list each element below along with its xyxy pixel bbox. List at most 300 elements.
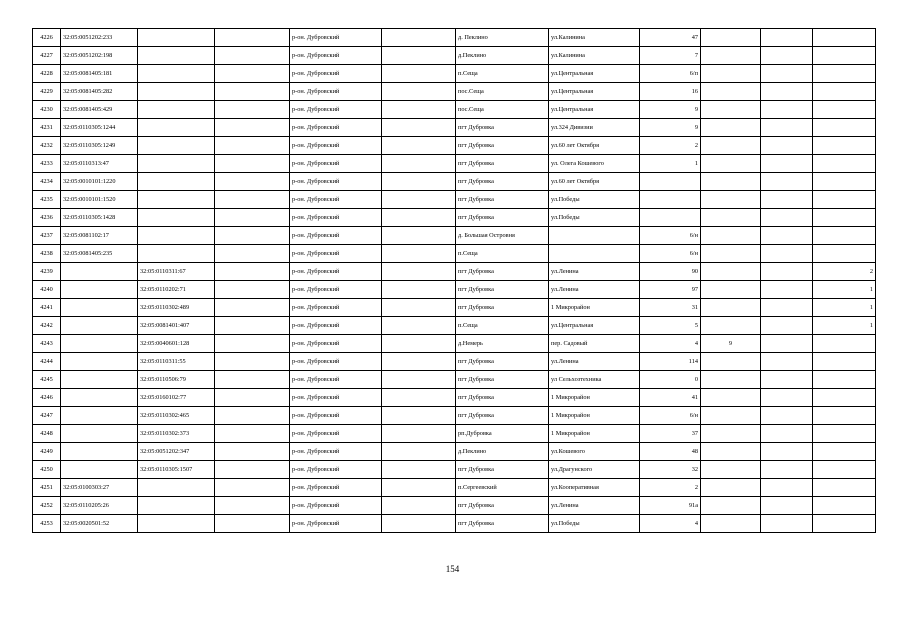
cadastral-number-alt-cell	[138, 29, 215, 47]
table-row	[33, 101, 876, 119]
house-number-cell: 0	[640, 371, 701, 389]
blank-cell	[382, 281, 456, 299]
count-cell	[813, 371, 876, 389]
note-cell	[761, 101, 813, 119]
blank-cell	[382, 425, 456, 443]
district-cell: р-он. Дубровский	[290, 227, 382, 245]
count-cell: 1	[813, 281, 876, 299]
apartment-cell	[701, 443, 761, 461]
cadastral-number-alt-cell	[138, 83, 215, 101]
house-number-cell: 4	[640, 335, 701, 353]
count-cell	[813, 47, 876, 65]
apartment-cell	[701, 515, 761, 533]
cadastral-number-alt-cell	[138, 119, 215, 137]
cadastral-number-cell: 32:05:0081405:235	[61, 245, 138, 263]
district-cell: р-он. Дубровский	[290, 299, 382, 317]
street-cell: ул.Победы	[549, 209, 640, 227]
extra-cell	[215, 191, 290, 209]
extra-cell	[215, 299, 290, 317]
extra-cell	[215, 65, 290, 83]
count-cell: 1	[813, 299, 876, 317]
cadastral-number-cell	[61, 353, 138, 371]
house-number-cell: 5	[640, 317, 701, 335]
row-number-cell: 4235	[33, 191, 61, 209]
extra-cell	[215, 173, 290, 191]
settlement-cell: пгт Дубровка	[456, 191, 549, 209]
page-number: 154	[445, 564, 460, 574]
extra-cell	[215, 407, 290, 425]
apartment-cell	[701, 407, 761, 425]
settlement-cell: д.Немерь	[456, 335, 549, 353]
register-rows	[33, 29, 876, 533]
settlement-cell: пгт Дубровка	[456, 119, 549, 137]
extra-cell	[215, 263, 290, 281]
district-cell: р-он. Дубровский	[290, 281, 382, 299]
row-number-cell: 4252	[33, 497, 61, 515]
count-cell	[813, 497, 876, 515]
house-number-cell: 6/п	[640, 65, 701, 83]
street-cell: ул.Драгунского	[549, 461, 640, 479]
cadastral-number-cell	[61, 299, 138, 317]
table-row	[33, 191, 876, 209]
extra-cell	[215, 119, 290, 137]
table-row	[33, 371, 876, 389]
street-cell: ул.Калинина	[549, 29, 640, 47]
count-cell	[813, 65, 876, 83]
house-number-cell: 6/н	[640, 227, 701, 245]
apartment-cell	[701, 155, 761, 173]
blank-cell	[382, 173, 456, 191]
row-number-cell: 4241	[33, 299, 61, 317]
street-cell: ул. Олега Кошевого	[549, 155, 640, 173]
settlement-cell: пгт Дубровка	[456, 353, 549, 371]
cadastral-number-alt-cell	[138, 101, 215, 119]
extra-cell	[215, 83, 290, 101]
cadastral-number-alt-cell: 32:05:0110302:465	[138, 407, 215, 425]
note-cell	[761, 407, 813, 425]
house-number-cell: 1	[640, 155, 701, 173]
house-number-cell: 90	[640, 263, 701, 281]
cadastral-number-cell: 32:05:0051202:198	[61, 47, 138, 65]
settlement-cell: п.Сеща	[456, 317, 549, 335]
house-number-cell	[640, 191, 701, 209]
cadastral-number-cell	[61, 407, 138, 425]
note-cell	[761, 443, 813, 461]
cadastral-number-alt-cell	[138, 173, 215, 191]
cadastral-number-cell: 32:05:0110313:47	[61, 155, 138, 173]
house-number-cell: 16	[640, 83, 701, 101]
cadastral-number-alt-cell: 32:05:0110305:1507	[138, 461, 215, 479]
house-number-cell	[640, 173, 701, 191]
blank-cell	[382, 209, 456, 227]
extra-cell	[215, 47, 290, 65]
apartment-cell	[701, 101, 761, 119]
district-cell: р-он. Дубровский	[290, 101, 382, 119]
house-number-cell: 4	[640, 515, 701, 533]
table-row	[33, 209, 876, 227]
district-cell: р-он. Дубровский	[290, 191, 382, 209]
apartment-cell	[701, 245, 761, 263]
street-cell: ул.Кооперативная	[549, 479, 640, 497]
street-cell: ул.Победы	[549, 515, 640, 533]
house-number-cell: 41	[640, 389, 701, 407]
cadastral-number-cell: 32:05:0081405:181	[61, 65, 138, 83]
extra-cell	[215, 155, 290, 173]
row-number-cell: 4247	[33, 407, 61, 425]
house-number-cell: 2	[640, 137, 701, 155]
table-row	[33, 173, 876, 191]
street-cell: ул.Калинина	[549, 47, 640, 65]
house-number-cell: 9	[640, 119, 701, 137]
note-cell	[761, 281, 813, 299]
blank-cell	[382, 227, 456, 245]
apartment-cell	[701, 227, 761, 245]
street-cell: 1 Микрорайон	[549, 407, 640, 425]
table-row	[33, 515, 876, 533]
count-cell	[813, 245, 876, 263]
settlement-cell: пгт Дубровка	[456, 407, 549, 425]
table-row	[33, 479, 876, 497]
district-cell: р-он. Дубровский	[290, 173, 382, 191]
street-cell: ул.Кошевого	[549, 443, 640, 461]
note-cell	[761, 137, 813, 155]
row-number-cell: 4243	[33, 335, 61, 353]
note-cell	[761, 65, 813, 83]
count-cell	[813, 353, 876, 371]
count-cell	[813, 461, 876, 479]
cadastral-number-cell	[61, 335, 138, 353]
cadastral-number-cell: 32:05:0110305:1428	[61, 209, 138, 227]
apartment-cell	[701, 461, 761, 479]
blank-cell	[382, 119, 456, 137]
cadastral-number-alt-cell: 32:05:0110506:79	[138, 371, 215, 389]
count-cell	[813, 191, 876, 209]
settlement-cell: пгт Дубровка	[456, 299, 549, 317]
extra-cell	[215, 389, 290, 407]
table-row	[33, 65, 876, 83]
count-cell	[813, 515, 876, 533]
count-cell	[813, 425, 876, 443]
cadastral-number-alt-cell	[138, 245, 215, 263]
district-cell: р-он. Дубровский	[290, 209, 382, 227]
row-number-cell: 4246	[33, 389, 61, 407]
apartment-cell	[701, 389, 761, 407]
row-number-cell: 4249	[33, 443, 61, 461]
blank-cell	[382, 65, 456, 83]
apartment-cell	[701, 137, 761, 155]
count-cell	[813, 155, 876, 173]
table-row	[33, 155, 876, 173]
note-cell	[761, 47, 813, 65]
cadastral-number-alt-cell	[138, 191, 215, 209]
table-row	[33, 353, 876, 371]
house-number-cell: 91а	[640, 497, 701, 515]
note-cell	[761, 191, 813, 209]
count-cell	[813, 227, 876, 245]
extra-cell	[215, 479, 290, 497]
cadastral-number-alt-cell: 32:05:0110202:71	[138, 281, 215, 299]
house-number-cell: 7	[640, 47, 701, 65]
blank-cell	[382, 155, 456, 173]
cadastral-number-cell: 32:05:0010101:1520	[61, 191, 138, 209]
blank-cell	[382, 191, 456, 209]
cadastral-number-alt-cell: 32:05:0110311:55	[138, 353, 215, 371]
note-cell	[761, 299, 813, 317]
district-cell: р-он. Дубровский	[290, 461, 382, 479]
street-cell: ул Сельхозтехника	[549, 371, 640, 389]
note-cell	[761, 173, 813, 191]
count-cell	[813, 137, 876, 155]
house-number-cell: 6/н	[640, 407, 701, 425]
blank-cell	[382, 299, 456, 317]
settlement-cell: пос.Сеща	[456, 101, 549, 119]
blank-cell	[382, 101, 456, 119]
note-cell	[761, 479, 813, 497]
count-cell	[813, 29, 876, 47]
count-cell	[813, 83, 876, 101]
settlement-cell: пгт Дубровка	[456, 515, 549, 533]
note-cell	[761, 425, 813, 443]
cadastral-number-alt-cell	[138, 155, 215, 173]
blank-cell	[382, 371, 456, 389]
note-cell	[761, 119, 813, 137]
apartment-cell	[701, 29, 761, 47]
table-row	[33, 461, 876, 479]
house-number-cell: 97	[640, 281, 701, 299]
cadastral-number-alt-cell	[138, 209, 215, 227]
district-cell: р-он. Дубровский	[290, 479, 382, 497]
blank-cell	[382, 497, 456, 515]
settlement-cell: пгт Дубровка	[456, 281, 549, 299]
settlement-cell: п.Сеща	[456, 65, 549, 83]
street-cell	[549, 227, 640, 245]
apartment-cell	[701, 425, 761, 443]
table-row	[33, 299, 876, 317]
extra-cell	[215, 137, 290, 155]
cadastral-number-cell: 32:05:0110205:26	[61, 497, 138, 515]
row-number-cell: 4240	[33, 281, 61, 299]
table-row	[33, 263, 876, 281]
note-cell	[761, 209, 813, 227]
house-number-cell: 2	[640, 479, 701, 497]
apartment-cell	[701, 119, 761, 137]
table-row	[33, 425, 876, 443]
cadastral-number-alt-cell: 32:05:0160102:77	[138, 389, 215, 407]
count-cell	[813, 335, 876, 353]
count-cell: 1	[813, 317, 876, 335]
row-number-cell: 4245	[33, 371, 61, 389]
blank-cell	[382, 245, 456, 263]
settlement-cell: пгт Дубровка	[456, 497, 549, 515]
settlement-cell: пгт Дубровка	[456, 173, 549, 191]
apartment-cell	[701, 371, 761, 389]
table-row	[33, 47, 876, 65]
district-cell: р-он. Дубровский	[290, 371, 382, 389]
house-number-cell: 9	[640, 101, 701, 119]
district-cell: р-он. Дубровский	[290, 443, 382, 461]
cadastral-number-cell	[61, 389, 138, 407]
blank-cell	[382, 263, 456, 281]
note-cell	[761, 461, 813, 479]
district-cell: р-он. Дубровский	[290, 515, 382, 533]
settlement-cell: д. Пеклино	[456, 29, 549, 47]
blank-cell	[382, 443, 456, 461]
cadastral-number-alt-cell: 32:05:0081401:407	[138, 317, 215, 335]
district-cell: р-он. Дубровский	[290, 83, 382, 101]
extra-cell	[215, 515, 290, 533]
cadastral-number-alt-cell	[138, 137, 215, 155]
note-cell	[761, 353, 813, 371]
note-cell	[761, 245, 813, 263]
row-number-cell: 4237	[33, 227, 61, 245]
district-cell: р-он. Дубровский	[290, 29, 382, 47]
street-cell: пер. Садовый	[549, 335, 640, 353]
note-cell	[761, 515, 813, 533]
cadastral-number-cell	[61, 281, 138, 299]
blank-cell	[382, 479, 456, 497]
cadastral-number-alt-cell	[138, 515, 215, 533]
cadastral-number-alt-cell	[138, 497, 215, 515]
extra-cell	[215, 245, 290, 263]
street-cell	[549, 245, 640, 263]
row-number-cell: 4226	[33, 29, 61, 47]
apartment-cell	[701, 299, 761, 317]
street-cell: ул.Ленина	[549, 263, 640, 281]
extra-cell	[215, 443, 290, 461]
row-number-cell: 4236	[33, 209, 61, 227]
district-cell: р-он. Дубровский	[290, 389, 382, 407]
street-cell: ул.Центральная	[549, 83, 640, 101]
street-cell: 1 Микрорайон	[549, 389, 640, 407]
count-cell	[813, 101, 876, 119]
table-row	[33, 317, 876, 335]
count-cell	[813, 479, 876, 497]
note-cell	[761, 371, 813, 389]
table-row	[33, 29, 876, 47]
extra-cell	[215, 209, 290, 227]
table-row	[33, 497, 876, 515]
street-cell: ул.Ленина	[549, 497, 640, 515]
note-cell	[761, 83, 813, 101]
blank-cell	[382, 407, 456, 425]
extra-cell	[215, 227, 290, 245]
settlement-cell: д.Пеклино	[456, 47, 549, 65]
extra-cell	[215, 425, 290, 443]
district-cell: р-он. Дубровский	[290, 263, 382, 281]
table-row	[33, 137, 876, 155]
district-cell: р-он. Дубровский	[290, 353, 382, 371]
cadastral-number-cell: 32:05:0020501:52	[61, 515, 138, 533]
district-cell: р-он. Дубровский	[290, 47, 382, 65]
row-number-cell: 4233	[33, 155, 61, 173]
settlement-cell: пгт Дубровка	[456, 371, 549, 389]
row-number-cell: 4229	[33, 83, 61, 101]
blank-cell	[382, 29, 456, 47]
settlement-cell: пгт Дубровка	[456, 461, 549, 479]
apartment-cell	[701, 209, 761, 227]
note-cell	[761, 335, 813, 353]
extra-cell	[215, 461, 290, 479]
district-cell: р-он. Дубровский	[290, 425, 382, 443]
extra-cell	[215, 101, 290, 119]
house-number-cell: 31	[640, 299, 701, 317]
blank-cell	[382, 47, 456, 65]
cadastral-number-cell: 32:05:0110305:1244	[61, 119, 138, 137]
apartment-cell	[701, 173, 761, 191]
blank-cell	[382, 335, 456, 353]
cadastral-number-alt-cell	[138, 227, 215, 245]
apartment-cell	[701, 497, 761, 515]
table-row	[33, 335, 876, 353]
table-row	[33, 407, 876, 425]
row-number-cell: 4242	[33, 317, 61, 335]
table-row	[33, 227, 876, 245]
extra-cell	[215, 317, 290, 335]
street-cell: ул.60 лет Октября	[549, 173, 640, 191]
extra-cell	[215, 497, 290, 515]
note-cell	[761, 155, 813, 173]
row-number-cell: 4253	[33, 515, 61, 533]
street-cell: ул.60 лет Октября	[549, 137, 640, 155]
settlement-cell: п.Сергеевский	[456, 479, 549, 497]
note-cell	[761, 317, 813, 335]
apartment-cell	[701, 317, 761, 335]
house-number-cell: 37	[640, 425, 701, 443]
district-cell: р-он. Дубровский	[290, 245, 382, 263]
cadastral-number-alt-cell	[138, 65, 215, 83]
settlement-cell: рп.Дубровка	[456, 425, 549, 443]
street-cell: ул.Победы	[549, 191, 640, 209]
count-cell	[813, 209, 876, 227]
apartment-cell	[701, 281, 761, 299]
extra-cell	[215, 353, 290, 371]
cadastral-number-cell	[61, 461, 138, 479]
cadastral-number-cell	[61, 371, 138, 389]
count-cell	[813, 407, 876, 425]
extra-cell	[215, 371, 290, 389]
street-cell: 1 Микрорайон	[549, 299, 640, 317]
district-cell: р-он. Дубровский	[290, 137, 382, 155]
cadastral-number-cell	[61, 317, 138, 335]
cadastral-number-cell: 32:05:0081405:429	[61, 101, 138, 119]
cadastral-number-cell	[61, 425, 138, 443]
row-number-cell: 4230	[33, 101, 61, 119]
count-cell	[813, 119, 876, 137]
cadastral-number-cell: 32:05:0051202:233	[61, 29, 138, 47]
house-number-cell: 6/н	[640, 245, 701, 263]
district-cell: р-он. Дубровский	[290, 407, 382, 425]
settlement-cell: пгт Дубровка	[456, 209, 549, 227]
extra-cell	[215, 281, 290, 299]
note-cell	[761, 29, 813, 47]
extra-cell	[215, 335, 290, 353]
apartment-cell	[701, 479, 761, 497]
row-number-cell: 4238	[33, 245, 61, 263]
cadastral-number-cell	[61, 443, 138, 461]
table-row	[33, 119, 876, 137]
settlement-cell: пгт Дубровка	[456, 137, 549, 155]
cadastral-number-alt-cell: 32:05:0040601:128	[138, 335, 215, 353]
district-cell: р-он. Дубровский	[290, 119, 382, 137]
cadastral-number-cell: 32:05:0110305:1249	[61, 137, 138, 155]
row-number-cell: 4239	[33, 263, 61, 281]
row-number-cell: 4250	[33, 461, 61, 479]
apartment-cell	[701, 263, 761, 281]
apartment-cell	[701, 83, 761, 101]
extra-cell	[215, 29, 290, 47]
house-number-cell: 114	[640, 353, 701, 371]
cadastral-number-cell: 32:05:0100303:27	[61, 479, 138, 497]
